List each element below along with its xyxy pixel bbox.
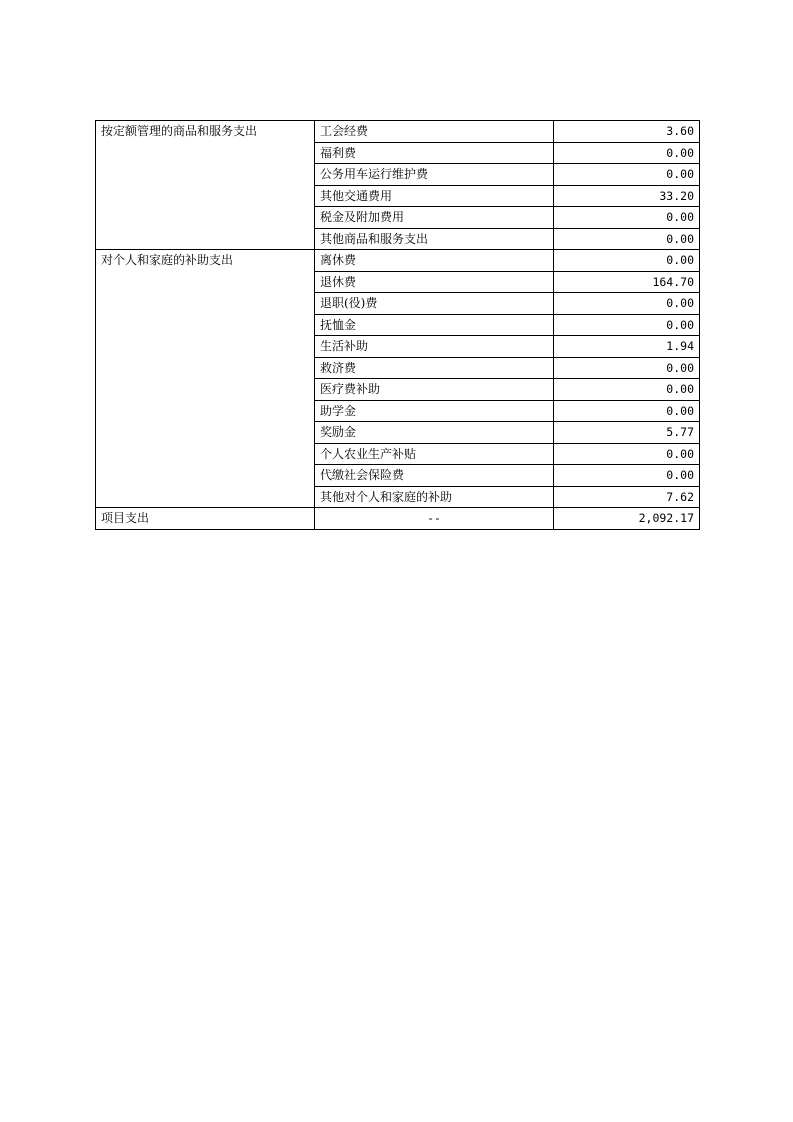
- item-placeholder: --: [315, 508, 554, 530]
- category-label: 对个人和家庭的补助支出: [96, 250, 315, 508]
- amount-value: 0.00: [554, 379, 700, 401]
- item-name: 代缴社会保险费: [315, 465, 554, 487]
- amount-value: 2,092.17: [554, 508, 700, 530]
- item-name: 其他交通费用: [315, 185, 554, 207]
- amount-value: 0.00: [554, 207, 700, 229]
- project-expenditure-row: [96, 508, 700, 530]
- item-name: 奖励金: [315, 422, 554, 444]
- amount-value: 1.94: [554, 336, 700, 358]
- item-name: 个人农业生产补贴: [315, 443, 554, 465]
- expenditure-table: [95, 120, 700, 530]
- expenditure-table-body: [96, 121, 700, 530]
- amount-value: 0.00: [554, 357, 700, 379]
- item-name: 其他对个人和家庭的补助: [315, 486, 554, 508]
- amount-value: 0.00: [554, 164, 700, 186]
- amount-value: 0.00: [554, 465, 700, 487]
- amount-value: 0.00: [554, 400, 700, 422]
- item-name: 生活补助: [315, 336, 554, 358]
- item-name: 抚恤金: [315, 314, 554, 336]
- table-row: [96, 250, 700, 272]
- item-name: 离休费: [315, 250, 554, 272]
- amount-value: 0.00: [554, 228, 700, 250]
- category-label: 项目支出: [96, 508, 315, 530]
- amount-value: 5.77: [554, 422, 700, 444]
- item-name: 医疗费补助: [315, 379, 554, 401]
- amount-value: 0.00: [554, 443, 700, 465]
- amount-value: 0.00: [554, 250, 700, 272]
- item-name: 其他商品和服务支出: [315, 228, 554, 250]
- amount-value: 164.70: [554, 271, 700, 293]
- item-name: 工会经费: [315, 121, 554, 143]
- amount-value: 33.20: [554, 185, 700, 207]
- item-name: 退职(役)费: [315, 293, 554, 315]
- amount-value: 0.00: [554, 293, 700, 315]
- amount-value: 3.60: [554, 121, 700, 143]
- category-label: 按定额管理的商品和服务支出: [96, 121, 315, 250]
- amount-value: 0.00: [554, 142, 700, 164]
- item-name: 福利费: [315, 142, 554, 164]
- item-name: 助学金: [315, 400, 554, 422]
- item-name: 退休费: [315, 271, 554, 293]
- amount-value: 7.62: [554, 486, 700, 508]
- item-name: 救济费: [315, 357, 554, 379]
- item-name: 税金及附加费用: [315, 207, 554, 229]
- table-row: [96, 121, 700, 143]
- item-name: 公务用车运行维护费: [315, 164, 554, 186]
- amount-value: 0.00: [554, 314, 700, 336]
